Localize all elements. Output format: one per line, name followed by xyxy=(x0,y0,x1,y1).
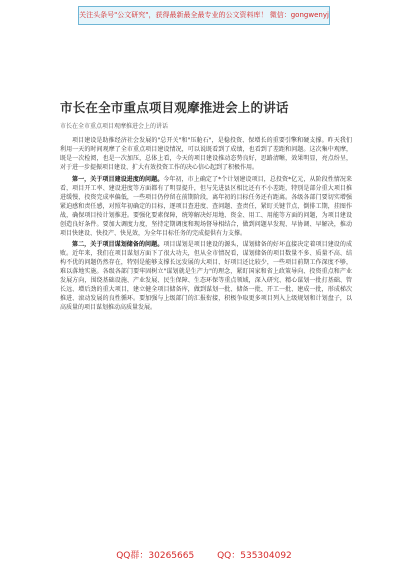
section-1-paragraph xyxy=(60,176,352,239)
section-1-text: 今年初，市上确定了*个计划建设项目，总投资*亿元，从阶段性情况来看，项目开工率、建设进度等方面都有了明显提升，但与先进县区相比还有不小差距，特别是部分重大项目推进缓慢，投资完成率偏低，一些项目仍停留在前期阶段，离年初的目标任务还有距离。各级各部门要切实增强紧迫感和责任感，对照年初确定的目标，逐项目查进度、查问题、查责任，紧盯关键节点，倒排工期，挂图作战，确保项目按计划推进。要强化要素保障，统筹解决好用地、资金、用工、用能等方面的问题，为项目建设创造良好条件。要加大调度力度，坚持定期调度和现场督导相结合，做到问题早发现、早协调、早解决，推动项目快建设、快投产、快见效，为全年目标任务的完成提供有力支撑。 xyxy=(60,175,352,237)
document-title: 市长在全市重点项目观摩推进会上的讲话 xyxy=(60,100,289,115)
document-subtitle: 市长在全市重点项目观摩推进会上的讲话 xyxy=(60,123,169,130)
intro-paragraph: 项目建设是助推经济社会发展的"总开关"和"压舱石"，是稳投资、保增长的重要引擎和硬支撑。昨天我们利用一天的时间观摩了全市重点项目建设情况，可以说既看到了成绩，也看到了差距和问题。这次集中观摩，既是一次检阅，也是一次加压，总体上看，今天的项目建设推动态势良好，思路清晰，效果明显，亮点纷呈，对于进一步提振项目建设、扩大有效投资工作的决心信心起到了积极作用。 xyxy=(60,137,352,171)
section-2-heading: 第二，关于项目谋划储备的问题。 xyxy=(72,241,164,249)
section-2-text: 项目谋划是项目建设的源头，谋划储备的好坏直接决定着项目建设的成败。近年来，我们在项目谋划方面下了很大功夫，但从全市情况看，谋划储备的项目数量不多、质量不高、结构不优的问题仍然存在，特别是能够支撑长远发展的大项目、好项目还比较少，一些项目前期工作深度不够，难以落地实施。各级各部门要牢固树立"谋划就是生产力"的理念，紧盯国家和省上政策导向、投资重点和产业发展方向，围绕基础设施、产业发展、民生保障、生态环保等重点领域，深入研究、精心谋划一批打基础、管长远、增后劲的重大项目，建立健全项目储备库，做到谋划一批、储备一批、开工一批、建成一批，形成梯次推进、滚动发展的良性循环。要加强与上级部门的汇报衔接，积极争取更多项目列入上级规划和计划盘子，以高质量的项目谋划推动高质量发展。 xyxy=(60,241,352,312)
section-1-heading: 第一，关于项目建设进度的问题。 xyxy=(72,175,164,183)
qq-number: QQ：535304092 xyxy=(217,551,292,561)
qq-group: QQ群：30265665 xyxy=(116,551,195,561)
promo-banner: 关注头条号"公文研究"，获得最新最全最专业的公文资料库！ 微信：gongwenyj xyxy=(78,6,330,25)
section-2-paragraph xyxy=(60,241,352,313)
contact-footer xyxy=(0,548,408,561)
document-body xyxy=(60,137,352,313)
